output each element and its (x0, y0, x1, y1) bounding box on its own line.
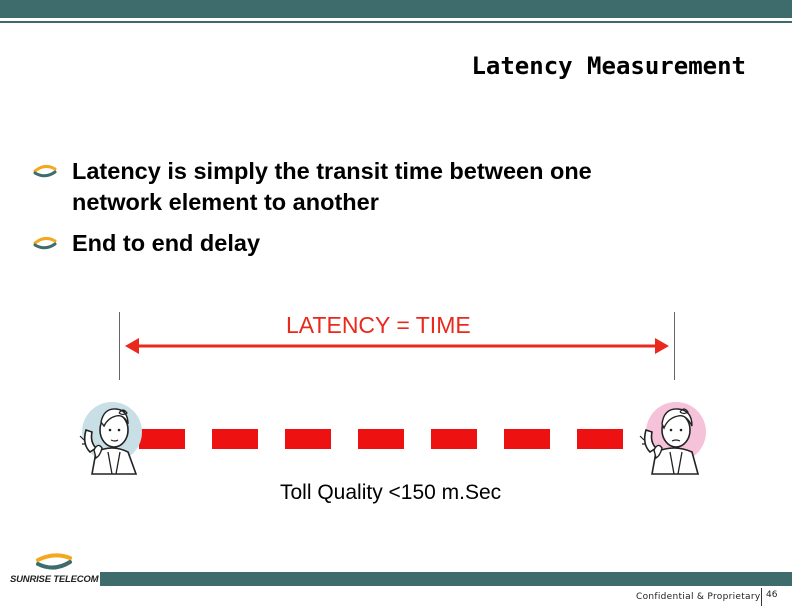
signal-segment (139, 429, 185, 449)
signal-segment (212, 429, 258, 449)
top-banner-bar (0, 0, 792, 18)
slide-title: Latency Measurement (471, 52, 746, 80)
bullet-text (72, 156, 592, 218)
bullet-item (32, 228, 260, 259)
bullet-line: Latency is simply the transit time between one (72, 158, 592, 184)
top-banner-line (0, 21, 792, 23)
toll-quality-label: Toll Quality <150 m.Sec (280, 481, 502, 504)
signal-segment (358, 429, 404, 449)
company-logo-text: SUNRISE TELECOM (10, 574, 99, 585)
start-marker-line (119, 312, 120, 380)
latency-label: LATENCY = TIME (286, 312, 471, 338)
bullet-line: End to end delay (72, 230, 261, 256)
signal-segment (577, 429, 623, 449)
bullet-line: network element to another (72, 189, 379, 215)
receiver-person-icon (636, 400, 708, 476)
footer-separator (761, 588, 762, 606)
bullet-text (72, 228, 260, 259)
bullet-item (32, 156, 592, 218)
end-marker-line (674, 312, 675, 380)
signal-segment (431, 429, 477, 449)
signal-segment (504, 429, 550, 449)
swoosh-bullet-icon (32, 164, 58, 178)
double-arrow-icon (125, 334, 669, 358)
footer-bar (100, 572, 792, 586)
swoosh-bullet-icon (32, 236, 58, 250)
caller-person-icon (74, 400, 144, 476)
confidential-label: Confidential & Proprietary (636, 592, 761, 602)
page-number: 46 (766, 590, 778, 600)
signal-segment (285, 429, 331, 449)
